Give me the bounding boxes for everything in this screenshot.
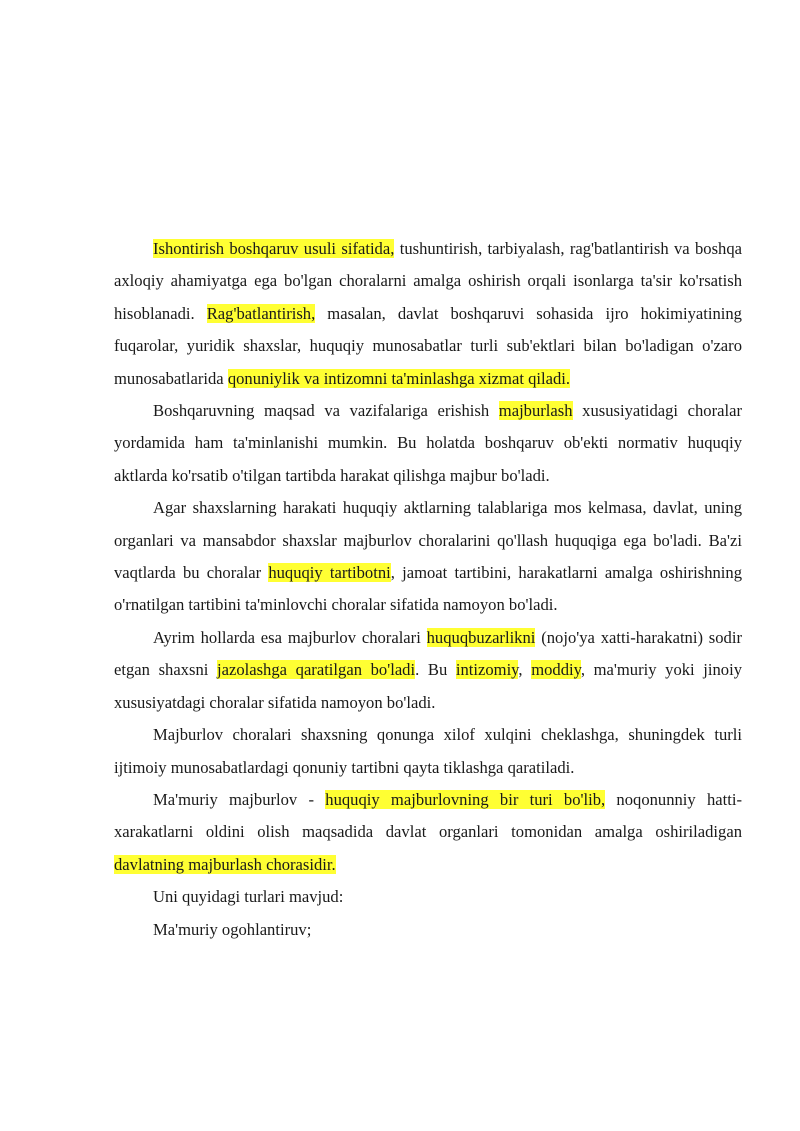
text-segment: Uni quyidagi turlari mavjud: [153, 887, 344, 907]
paragraph [114, 622, 742, 719]
highlighted-text: huquqbuzarlikni [426, 627, 536, 647]
paragraph [114, 914, 742, 946]
highlighted-text: moddiy [531, 660, 581, 680]
text-segment: (nojo'ya xatti-harakatni) sodir etgan shaxsni [114, 627, 742, 680]
text-segment: Majburlov choralari shaxsning qonunga xilof xulqini cheklashga, shuningdek turli ijtimoiy munosabatlardagi qonuniy tartibni qayta tiklashga qaratiladi. [114, 725, 742, 777]
paragraph [114, 492, 742, 622]
highlighted-text: Rag'batlantirish, [206, 303, 316, 323]
highlighted-text: Ishontirish boshqaruv usuli sifatida, [153, 239, 395, 258]
paragraph [114, 233, 742, 395]
text-segment: noqonunniy hatti-xarakatlarni oldini olish maqsadida davlat organlari tomonidan amalga oshiriladigan [114, 789, 742, 842]
text-segment: Ma'muriy majburlov - [153, 789, 326, 809]
highlighted-text: majburlash [498, 401, 573, 421]
text-segment: . Bu [415, 660, 456, 680]
highlighted-text: qonuniylik va intizomni ta'minlashga xizmat qiladi. [227, 368, 571, 388]
paragraph [114, 784, 742, 881]
highlighted-text: davlatning majburlash chorasidir. [114, 854, 336, 874]
text-segment: , ma'muriy yoki jinoiy xususiyatdagi choralar sifatida namoyon bo'ladi. [114, 660, 742, 712]
paragraph [114, 719, 742, 784]
text-segment: Ayrim hollarda esa majburlov choralari [153, 627, 427, 647]
text-segment: Boshqaruvning maqsad va vazifalariga erishish [153, 401, 499, 421]
document-body [114, 233, 742, 946]
text-segment: , jamoat tartibini, harakatlarni amalga oshirishning o'rnatilgan tartibini ta'minlovchi choralar sifatida namoyon bo'ladi. [114, 563, 742, 615]
paragraph [114, 395, 742, 492]
text-segment: masalan, davlat boshqaruvi sohasida ijro hokimiyatining fuqarolar, yuridik shaxslar, huquqiy munosabatlar turli sub'ektlari bilan bo'ladigan o'zaro munosabatlarida [114, 303, 742, 388]
highlighted-text: jazolashga qaratilgan bo'ladi [216, 660, 416, 680]
highlighted-text: huquqiy tartibotni [268, 563, 391, 583]
paragraph [114, 881, 742, 913]
highlighted-text: huquqiy majburlovning bir turi bo'lib, [325, 789, 606, 809]
text-segment: Ma'muriy ogohlantiruv; [153, 919, 312, 939]
text-segment: tushuntirish, tarbiyalash, rag'batlantirish va boshqa axloqiy ahamiyatga ega bo'lgan choralarni amalga oshirish orqali isonlarga ta'sir ko'rsatish hisoblanadi. [114, 239, 742, 323]
text-segment: , [518, 660, 532, 680]
highlighted-text: intizomiy [455, 660, 519, 680]
text-segment: Agar shaxslarning harakati huquqiy aktlarning talablariga mos kelmasa, davlat, uning organlari va mansabdor shaxslar majburlov choralarini qo'llash huquqiga ega bo'ladi. Ba'zi vaqtlarda bu choralar [114, 498, 742, 583]
text-segment: xususiyatidagi choralar yordamida ham ta'minlanishi mumkin. Bu holatda boshqaruv ob'ekti normativ huquqiy aktlarda ko'rsatib o'tilgan tartibda harakat qilishga majbur bo'ladi. [114, 401, 742, 485]
